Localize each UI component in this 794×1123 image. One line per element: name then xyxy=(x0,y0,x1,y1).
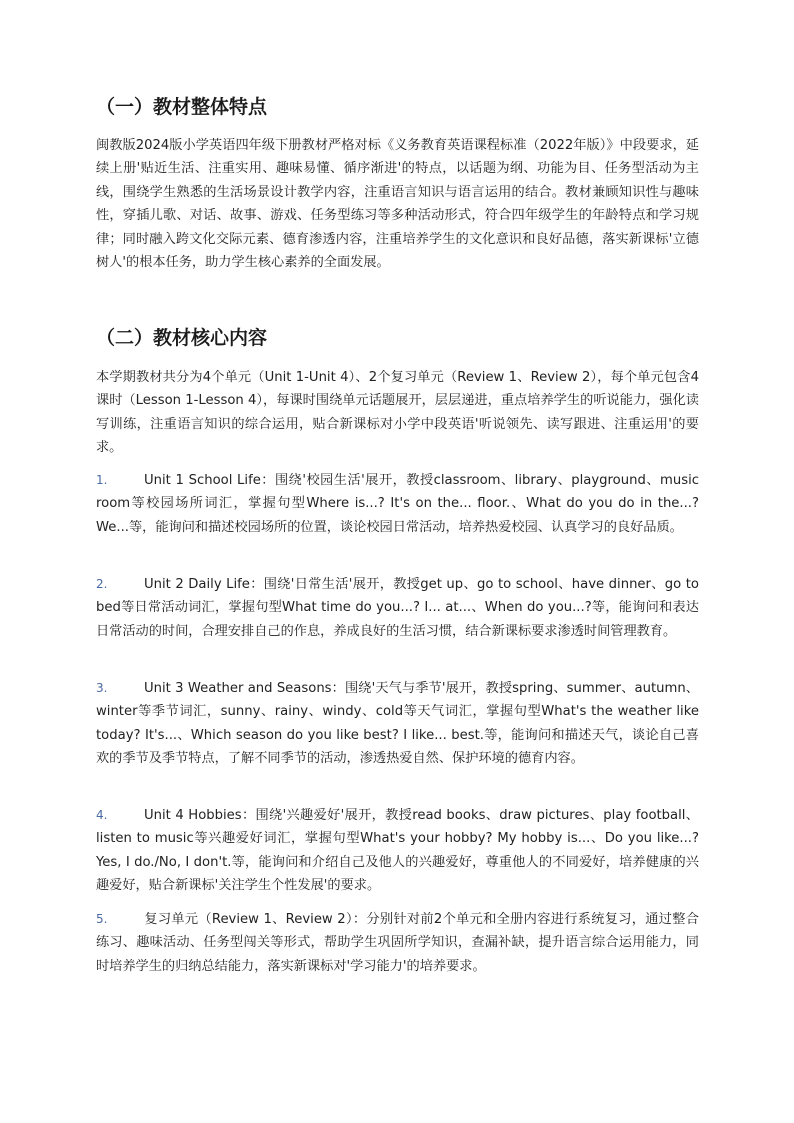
list-item-text: Unit 4 Hobbies：围绕'兴趣爱好'展开，教授read books、draw pictures、play football、listen to music等兴趣爱好词汇，掌握句型What's your hobby? My hobby is...、Do you like...? Yes, I do./No, I don't.等，能询问和介绍自己及他人的兴趣爱好，尊重他人的不同爱好，培养健康的兴趣爱好，贴合新课标'关注学生个性发展'的要求。 xyxy=(96,808,699,894)
section-heading-content: （二）教材核心内容 xyxy=(96,327,268,349)
list-item-text: Unit 2 Daily Life：围绕'日常生活'展开，教授get up、go to school、have dinner、go to bed等日常活动词汇，掌握句型What time do you...? I... at...、When do you...?等，能询问和表达日常活动的时间，合理安排自己的作息，养成良好的生活习惯，结合新课标要求渗透时间管理教育。 xyxy=(96,577,699,639)
list-item-review xyxy=(96,908,699,978)
list-item-unit-4 xyxy=(96,804,699,898)
list-item-number: 1. xyxy=(96,473,108,487)
list-item-number: 4. xyxy=(96,808,108,822)
list-item-unit-2 xyxy=(96,573,699,643)
list-item-unit-1 xyxy=(96,469,699,539)
section-heading-features: （一）教材整体特点 xyxy=(96,96,268,118)
section-paragraph-content: 本学期教材共分为4个单元（Unit 1-Unit 4）、2个复习单元（Review 1、Review 2），每个单元包含4课时（Lesson 1-Lesson 4），每课时围绕单元话题展开，层层递进，重点培养学生的听说能力，强化读写训练，注重语言知识的综合运用，贴合新课标对小学中段英语'听说领先、读写跟进、注重运用'的要求。 xyxy=(96,370,699,456)
list-item-unit-3 xyxy=(96,677,699,771)
list-item-number: 2. xyxy=(96,577,108,591)
section-paragraph-features: 闽教版2024版小学英语四年级下册教材严格对标《义务教育英语课程标准（2022年版）》中段要求，延续上册'贴近生活、注重实用、趣味易懂、循序渐进'的特点，以话题为纲、功能为目、任务型活动为主线，围绕学生熟悉的生活场景设计教学内容，注重语言知识与语言运用的结合。教材兼顾知识性与趣味性，穿插儿歌、对话、故事、游戏、任务型练习等多种活动形式，符合四年级学生的年龄特点和学习规律；同时融入跨文化交际元素、德育渗透内容，注重培养学生的文化意识和良好品德，落实新课标'立德树人'的根本任务，助力学生核心素养的全面发展。 xyxy=(96,138,699,271)
list-item-number: 3. xyxy=(96,681,108,695)
list-item-number: 5. xyxy=(96,912,108,926)
list-item-text: Unit 1 School Life：围绕'校园生活'展开，教授classroom、library、playground、music room等校园场所词汇，掌握句型Where is...? It's on the... floor.、What do you do in the...? We...等，能询问和描述校园场所的位置，谈论校园日常活动，培养热爱校园、认真学习的良好品质。 xyxy=(96,473,699,535)
list-item-text: 复习单元（Review 1、Review 2）：分别针对前2个单元和全册内容进行系统复习，通过整合练习、趣味活动、任务型闯关等形式，帮助学生巩固所学知识，查漏补缺，提升语言综合运用能力，同时培养学生的归纳总结能力，落实新课标对'学习能力'的培养要求。 xyxy=(96,912,699,974)
list-item-text: Unit 3 Weather and Seasons：围绕'天气与季节'展开，教授spring、summer、autumn、winter等季节词汇，sunny、rainy、windy、cold等天气词汇，掌握句型What's the weather like today? It's...、Which season do you like best? I like... best.等，能询问和描述天气，谈论自己喜欢的季节及季节特点，了解不同季节的活动，渗透热爱自然、保护环境的德育内容。 xyxy=(96,681,699,767)
